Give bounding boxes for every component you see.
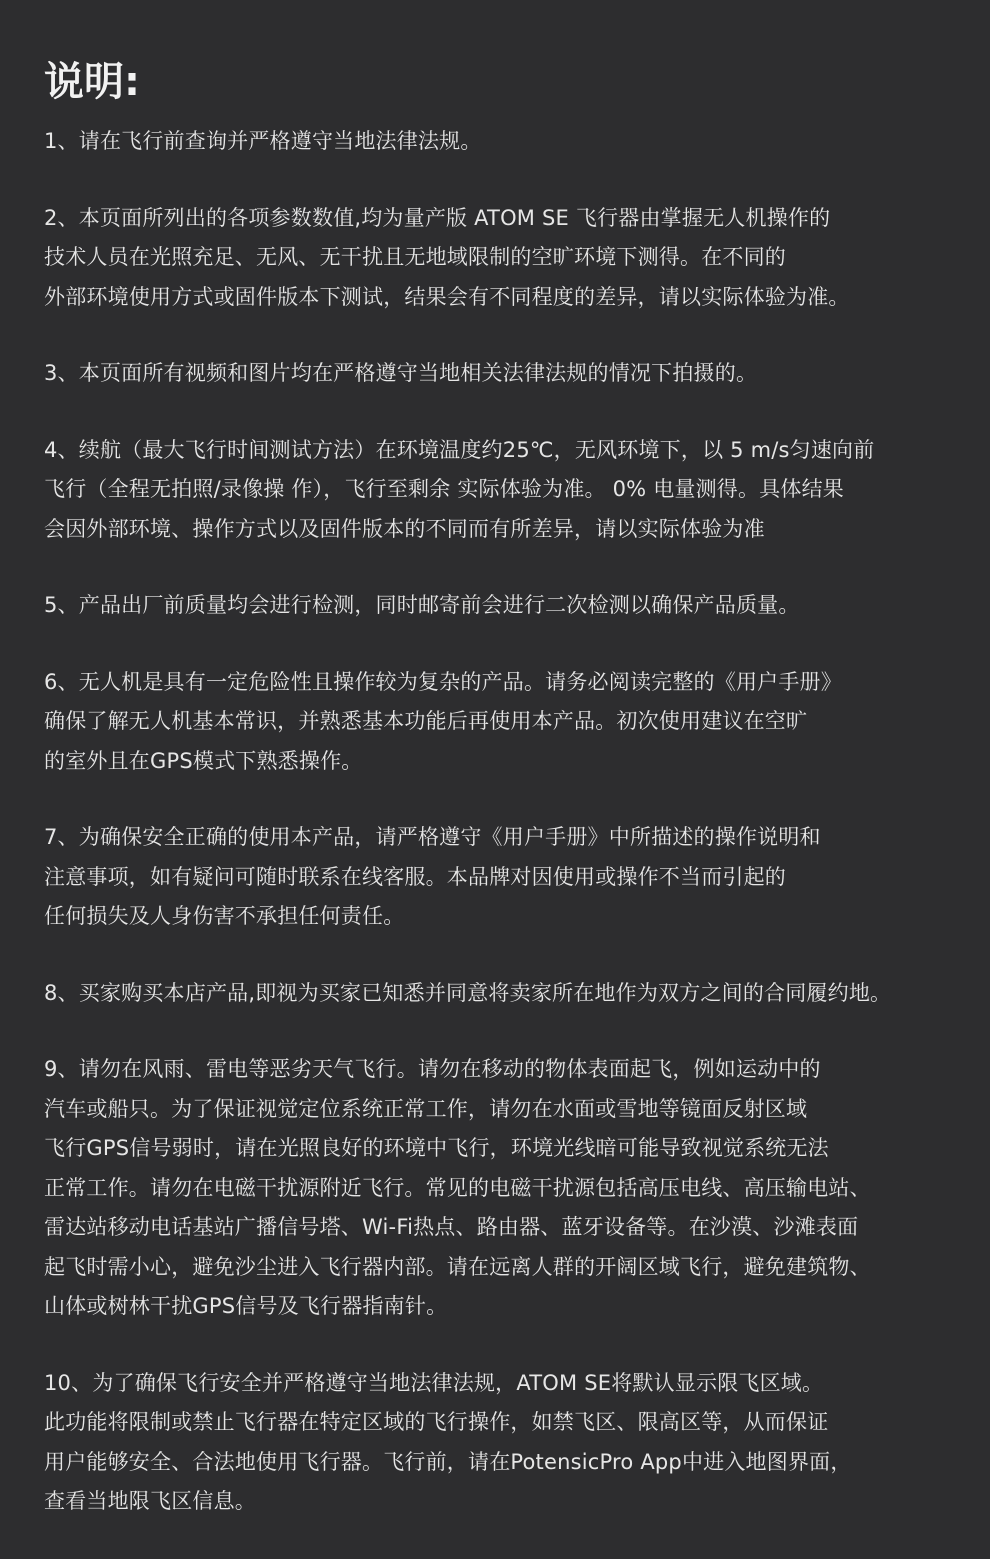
note-line: 确保了解无人机基本常识，并熟悉基本功能后再使用本产品。初次使用建议在空旷 (44, 709, 808, 733)
note-line: 2、本页面所列出的各项参数数值,均为量产版 ATOM SE 飞行器由掌握无人机操作的 (44, 205, 831, 230)
note-item (44, 663, 964, 782)
note-line: 6、无人机是具有一定危险性且操作较为复杂的产品。请务必阅读完整的《用户手册》 (44, 669, 842, 694)
note-item (44, 431, 964, 550)
note-line: 正常工作。请勿在电磁干扰源附近飞行。常见的电磁干扰源包括高压电线、高压输电站、 (44, 1175, 871, 1200)
note-line: 8、买家购买本店产品,即视为买家已知悉并同意将卖家所在地作为双方之间的合同履约地。 (44, 980, 892, 1005)
note-item (44, 1050, 964, 1327)
note-item (44, 974, 964, 1014)
note-line: 此功能将限制或禁止飞行器在特定区域的飞行操作，如禁飞区、限高区等，从而保证 (44, 1410, 829, 1434)
note-line: 9、请勿在风雨、雷电等恶劣天气飞行。请勿在移动的物体表面起飞，例如运动中的 (44, 1057, 821, 1081)
note-item (44, 354, 964, 394)
note-line: 外部环境使用方式或固件版本下测试，结果会有不同程度的差异，请以实际体验为准。 (44, 284, 850, 309)
note-line: 4、续航（最大飞行时间测试方法）在环境温度约25℃，无风环境下，以 5 m/s匀速向前 (44, 437, 875, 462)
note-line: 7、为确保安全正确的使用本产品，请严格遵守《用户手册》中所描述的操作说明和 (44, 825, 821, 849)
note-line: 的室外且在GPS模式下熟悉操作。 (44, 748, 363, 773)
note-line: 1、请在飞行前查询并严格遵守当地法律法规。 (44, 129, 482, 153)
note-line: 飞行（全程无拍照/录像操 作），飞行至剩余 实际体验为准。 0% 电量测得。具体结果 (44, 477, 844, 501)
note-item (44, 586, 964, 626)
note-item (44, 122, 964, 162)
disclaimer-document (44, 54, 964, 1559)
note-line: 山体或树林干扰GPS信号及飞行器指南针。 (44, 1294, 448, 1318)
note-line: 飞行GPS信号弱时，请在光照良好的环境中飞行，环境光线暗可能导致视觉系统无法 (44, 1136, 829, 1160)
note-line: 查看当地限飞区信息。 (44, 1489, 256, 1513)
notes-list (44, 122, 964, 1522)
note-line: 技术人员在光照充足、无风、无干扰且无地域限制的空旷环境下测得。在不同的 (44, 245, 786, 269)
note-line: 用户能够安全、合法地使用飞行器。飞行前，请在PotensicPro App中进入地图界面， (44, 1449, 852, 1474)
note-line: 起飞时需小心，避免沙尘进入飞行器内部。请在远离人群的开阔区域飞行，避免建筑物、 (44, 1254, 871, 1279)
note-line: 任何损失及人身伤害不承担任何责任。 (44, 904, 405, 928)
page-title: 说明: (44, 59, 140, 105)
note-item (44, 1364, 964, 1522)
note-line: 注意事项，如有疑问可随时联系在线客服。本品牌对因使用或操作不当而引起的 (44, 864, 786, 889)
note-item (44, 199, 964, 318)
note-line: 3、本页面所有视频和图片均在严格遵守当地相关法律法规的情况下拍摄的。 (44, 361, 758, 385)
note-line: 10、为了确保飞行安全并严格遵守当地法律法规，ATOM SE将默认显示限飞区域。 (44, 1370, 824, 1395)
note-item (44, 818, 964, 937)
note-line: 5、产品出厂前质量均会进行检测，同时邮寄前会进行二次检测以确保产品质量。 (44, 593, 800, 617)
note-line: 汽车或船只。为了保证视觉定位系统正常工作，请勿在水面或雪地等镜面反射区域 (44, 1096, 808, 1121)
note-line: 雷达站移动电话基站广播信号塔、Wi-Fi热点、路由器、蓝牙设备等。在沙漠、沙滩表面 (44, 1215, 859, 1239)
note-line: 会因外部环境、操作方式以及固件版本的不同而有所差异，请以实际体验为准 (44, 516, 765, 541)
